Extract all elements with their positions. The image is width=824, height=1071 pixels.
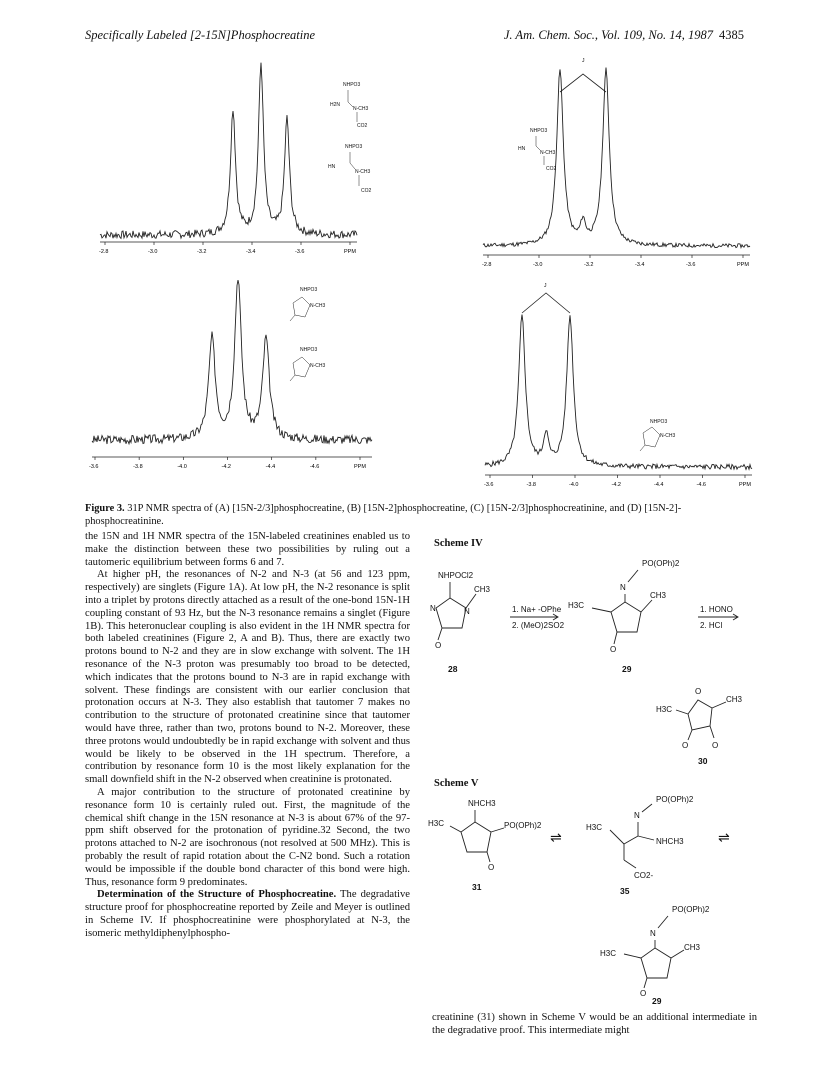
running-header-title: Specifically Labeled [2-15N]Phosphocreatine — [85, 28, 316, 42]
spectrum-b — [478, 50, 758, 278]
axis-tick-label: -4.2 — [221, 464, 231, 470]
svg-text:O: O — [435, 641, 442, 650]
axis-tick-label: -4.6 — [696, 482, 706, 488]
svg-text:N: N — [650, 929, 656, 938]
scheme-v-drawing — [420, 790, 760, 1005]
axis-tick-label: -3.2 — [197, 249, 207, 255]
compound-28-structure — [430, 571, 491, 650]
svg-text:O: O — [640, 989, 647, 998]
spectrum-b-ticks — [482, 255, 749, 268]
svg-text:NHPO3: NHPO3 — [300, 287, 318, 293]
spectrum-d — [480, 275, 760, 487]
axis-tick-label: -3.6 — [484, 482, 494, 488]
scheme-iv-title: Scheme IV — [434, 538, 483, 549]
svg-text:NHPO3: NHPO3 — [300, 347, 318, 353]
svg-text:H3C: H3C — [586, 823, 603, 832]
spectrum-b-coupling-bracket — [560, 74, 606, 92]
svg-text:NHPO3: NHPO3 — [345, 144, 363, 150]
spectrum-c-trace — [92, 280, 372, 444]
scheme-v-title: Scheme V — [434, 778, 479, 789]
svg-text:N-CH3: N-CH3 — [540, 150, 556, 156]
body-text-right-column: creatinine (31) shown in Scheme V would be an additional intermediate in the degradative proof. This intermediate might — [432, 1012, 757, 1036]
svg-text:CH3: CH3 — [684, 943, 701, 952]
svg-text:H2N: H2N — [330, 102, 341, 108]
axis-tick-label: -3.0 — [148, 249, 158, 255]
page-number: 4385 — [719, 28, 744, 42]
svg-text:H3C: H3C — [428, 819, 445, 828]
svg-text:2. HCl: 2. HCl — [700, 621, 723, 630]
compound-31-structure — [428, 799, 542, 872]
scheme-v — [420, 790, 760, 1005]
axis-tick-label: -3.4 — [246, 249, 256, 255]
compound-35-label: 35 — [620, 886, 630, 896]
svg-text:N: N — [464, 607, 470, 616]
svg-text:N: N — [634, 811, 640, 820]
spectrum-c-inset — [290, 287, 325, 381]
svg-text:CH3: CH3 — [650, 591, 667, 600]
paragraph-4-text: The degradative structure proof for phosphocreatine reported by Zeile and Meyer is outlined in Scheme IV. If phosphocreatinine were phosphorylated at N-3, the isomeric methyldiphenylphospho- — [85, 889, 410, 939]
svg-text:NHCH3: NHCH3 — [656, 837, 684, 846]
svg-text:2. (MeO)2SO2: 2. (MeO)2SO2 — [512, 621, 565, 630]
svg-text:NHPO3: NHPO3 — [650, 419, 668, 425]
spectrum-d-trace — [485, 315, 752, 470]
section-heading: Determination of the Structure of Phosphocreatine. — [97, 889, 337, 901]
running-header-journal — [504, 28, 744, 43]
spectrum-d-plot — [480, 275, 760, 487]
svg-text:NHCH3: NHCH3 — [468, 799, 496, 808]
svg-text:CH3: CH3 — [726, 695, 743, 704]
svg-text:1. Na+ -OPhe: 1. Na+ -OPhe — [512, 605, 562, 614]
paragraph-2: At higher pH, the resonances of N-2 and N-3 (at 56 and 123 ppm, respectively) are singlets (Figure 1A). At low pH, the N-2 resonance is split into a triplet by protons directly attached as a result of the one-bond 15N-1H coupling constant of 93 Hz, but the N-3 resonance remains a singlet (Figure 1B). This heteronuclear coupling is also evident in the 1H NMR spectra for both labeled creatinines (Figure 2, A and B). Thus, there are exactly two protons bound to N-2 and they are in slow exchange with solvent. The 1H resonance of the N-3 proton was presumably too broad to be detected, which indicates that the protons bound to N-3 are in rapid exchange with solvent. These findings are consistent with our earlier conclusion that protonation occurs at N-3. They also establish that tautomer 7 makes no contribution to the structure of protonated creatinine since that tautomer would have three, rather than two, protons bound to N-2. Moreover, these three protons would undoubtedly be in rapid exchange with solvent and thus would be likely to be observed in the 1H spectrum. Therefore, a contribution by resonance form 10 is the most likely explanation for the small downfield shift in the N-2 observed when creatinine is protonated. — [85, 569, 410, 786]
axis-tick-label: -2.8 — [99, 249, 109, 255]
svg-text:O: O — [610, 645, 617, 654]
svg-text:O: O — [712, 741, 719, 750]
spectrum-a-inset — [328, 82, 372, 194]
compound-29-label-b: 29 — [652, 996, 662, 1005]
journal-citation: J. Am. Chem. Soc., Vol. 109, No. 14, 1987 — [503, 28, 713, 42]
svg-text:HN: HN — [518, 146, 526, 152]
svg-text:O: O — [488, 863, 495, 872]
svg-text:PO(OPh)2: PO(OPh)2 — [656, 795, 694, 804]
spectrum-d-inset — [640, 419, 675, 451]
axis-tick-label: -4.4 — [654, 482, 664, 488]
figure-label: Figure 3. — [85, 503, 125, 514]
compound-35-structure — [586, 795, 694, 880]
axis-tick-label: -3.6 — [89, 464, 99, 470]
svg-text:N-CH3: N-CH3 — [660, 433, 676, 439]
compound-30-label: 30 — [698, 756, 708, 765]
spectrum-a-trace — [100, 63, 357, 239]
svg-text:NHPO3: NHPO3 — [343, 82, 361, 88]
body-text-left-column — [85, 531, 410, 941]
axis-tick-label: -3.2 — [584, 262, 594, 268]
compound-29-structure-b — [600, 905, 710, 998]
scheme-iv — [420, 550, 760, 765]
svg-text:NHPOCl2: NHPOCl2 — [438, 571, 474, 580]
paragraph-4 — [85, 889, 410, 940]
equilibrium-arrow-2: ⇌ — [718, 829, 730, 845]
axis-tick-label: -2.8 — [482, 262, 492, 268]
spectrum-b-trace — [483, 68, 750, 248]
axis-tick-label: -4.4 — [265, 464, 276, 470]
svg-text:NHPO3: NHPO3 — [530, 128, 548, 134]
svg-text:CO2: CO2 — [361, 188, 372, 194]
axis-tick-label: -3.4 — [635, 262, 645, 268]
svg-text:HN: HN — [328, 164, 336, 170]
axis-tick-label: PPM — [739, 482, 751, 488]
svg-text:CO2: CO2 — [546, 166, 557, 172]
svg-text:H3C: H3C — [656, 705, 673, 714]
svg-text:1. HONO: 1. HONO — [700, 605, 733, 614]
spectrum-a — [95, 50, 372, 270]
spectrum-a-ticks — [99, 242, 356, 255]
svg-text:N-CH3: N-CH3 — [310, 303, 326, 309]
svg-text:PO(OPh)2: PO(OPh)2 — [504, 821, 542, 830]
svg-text:H3C: H3C — [600, 949, 617, 958]
svg-text:O: O — [682, 741, 689, 750]
compound-31-label: 31 — [472, 882, 482, 892]
spectrum-b-plot — [478, 50, 758, 278]
spectrum-d-ticks — [484, 475, 751, 488]
compound-28-label: 28 — [448, 664, 458, 674]
scheme-iv-drawing — [420, 550, 760, 765]
axis-tick-label: PPM — [354, 464, 366, 470]
svg-text:PO(OPh)2: PO(OPh)2 — [642, 559, 680, 568]
figure-caption — [85, 502, 750, 528]
axis-tick-label: PPM — [344, 249, 356, 255]
axis-tick-label: -3.0 — [533, 262, 543, 268]
compound-29-label: 29 — [622, 664, 632, 674]
svg-text:N: N — [620, 583, 626, 592]
axis-tick-label: -4.0 — [569, 482, 579, 488]
axis-tick-label: -3.6 — [686, 262, 696, 268]
spectrum-c — [90, 265, 380, 475]
svg-text:N-CH3: N-CH3 — [310, 363, 326, 369]
axis-tick-label: PPM — [737, 262, 749, 268]
spectrum-b-inset — [518, 128, 557, 172]
svg-text:N-CH3: N-CH3 — [355, 169, 371, 175]
paragraph-3: A major contribution to the structure of protonated creatinine by resonance form 10 is certainly ruled out. First, the magnitude of the chemical shift change in the 15N resonance at N-3 is about 67% of the 97-ppm shift observed for the protonation of pyridine.32 Second, the two protons attached to N-2 are isochronous (not resolved at 500 MHz). This is probably the result of rapid rotation about the C-N2 bond. Such a rotation would be impossible if the double bond character of this bond were high. Thus, resonance form 9 predominates. — [85, 786, 410, 888]
axis-tick-label: -3.8 — [133, 464, 143, 470]
svg-text:H3C: H3C — [568, 601, 585, 610]
paragraph-1: the 15N and 1H NMR spectra of the 15N-labeled creatinines enabled us to make the distinction between these two possibilities by ruling out a tautomeric equilibrium between forms 6 and 7. — [85, 531, 410, 568]
svg-text:CO2-: CO2- — [634, 871, 654, 880]
axis-tick-label: -4.0 — [177, 464, 187, 470]
equilibrium-arrow-1: ⇌ — [550, 829, 562, 845]
figure-caption-text: 31P NMR spectra of (A) [15N-2/3]phosphocreatine, (B) [15N-2]phosphocreatine, (C) [15N-2/3]phosphocreatinine, and (D) [15N-2]-phosphocreatinine. — [85, 503, 682, 527]
svg-text:N: N — [430, 604, 436, 613]
spectrum-a-plot — [95, 50, 372, 270]
spectrum-d-coupling-label: J — [544, 283, 547, 289]
axis-tick-label: -4.2 — [611, 482, 621, 488]
compound-30-structure — [656, 687, 743, 750]
axis-tick-label: -3.8 — [526, 482, 536, 488]
svg-text:O: O — [695, 687, 702, 696]
spectrum-b-coupling-label: J — [582, 58, 585, 64]
spectrum-c-plot — [90, 265, 380, 475]
compound-29-structure — [568, 559, 680, 654]
svg-text:CH3: CH3 — [474, 585, 491, 594]
svg-text:N-CH3: N-CH3 — [353, 106, 369, 112]
svg-text:PO(OPh)2: PO(OPh)2 — [672, 905, 710, 914]
axis-tick-label: -4.6 — [309, 464, 320, 470]
svg-text:CO2: CO2 — [357, 123, 368, 129]
spectrum-d-coupling-bracket — [522, 293, 570, 313]
spectrum-c-ticks — [89, 457, 366, 470]
axis-tick-label: -3.6 — [295, 249, 305, 255]
